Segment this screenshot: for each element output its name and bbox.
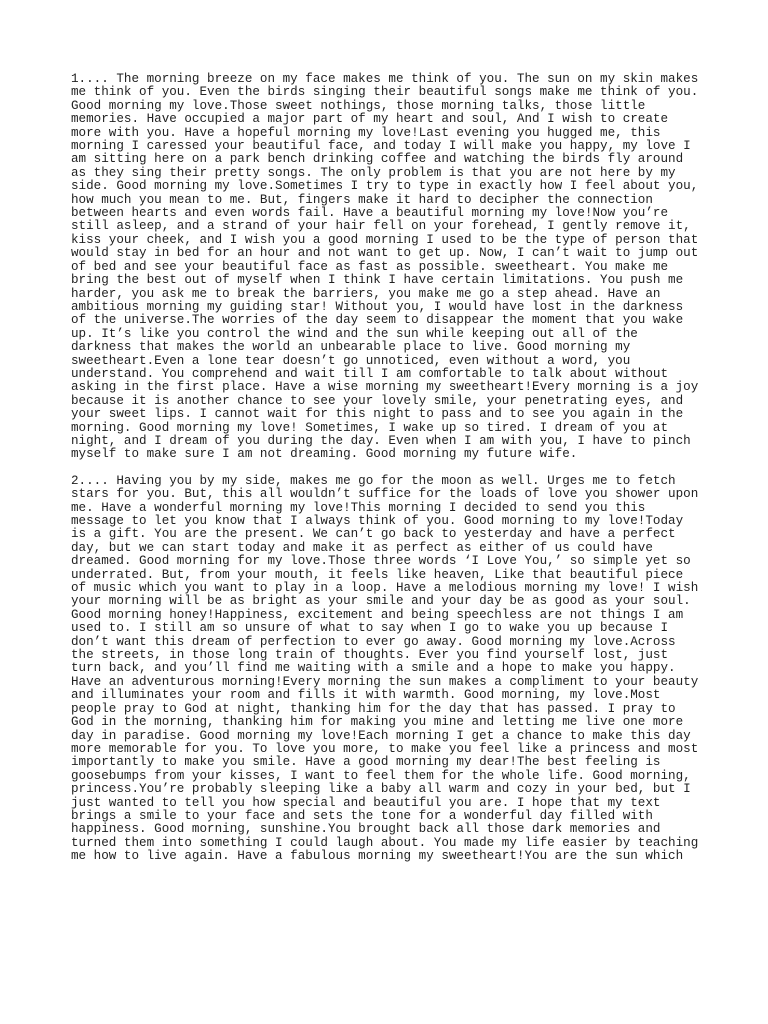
paragraph-2: 2.... Having you by my side, makes me go for the moon as well. Urges me to fetch stars for you. But, this all wouldn’t suffice for the loads of love you shower upon me. Have a wonderful morning my love!This morning I decided to send you this message to let you know that I always think of you. Good morning to my love!Today is a gift. You are the present. We can’t go back to yesterday and have a perfect day, but we can start today and make it as perfect as either of us could have dreamed. Good morning for my love.Those three words ‘I Love You,’ so simple yet so underrated. But, from your mouth, it feels like heaven, Like that beautiful piece of music which you want to play in a loop. Have a melodious morning my love! I wish your morning will be as bright as your smile and your day be as good as your soul. Good morning honey!Happiness, excitement and being speechless are not things I am used to. I still am so unsure of what to say when I go to wake you up because I don’t want this dream of perfection to ever go away. Good morning my love.Across the streets, in those long train of thoughts. Ever you find yourself lost, just turn back, and you’ll find me waiting with a smile and a hope to make you happy. Have an adventurous morning!Every morning the sun makes a compliment to your beauty and illuminates your room and fills it with warmth. Good morning, my love.Most people pray to God at night, thanking him for the day that has passed. I pray to God in the morning, thanking him for making you mine and letting me live one more day in paradise. Good morning my love!Each morning I get a chance to make this day more memorable for you. To love you more, to make you feel like a princess and most importantly to make you smile. Have a good morning my dear!The best feeling is goosebumps from your kisses, I want to feel them for the whole life. Good morning, princess.You’re probably sleeping like a baby all warm and cozy in your bed, but I just wanted to tell you how special and beautiful you are. I hope that my text brings a smile to your face and sets the tone for a wonderful day filled with happiness. Good morning, sunshine.You brought back all those dark memories and turned them into something I could laugh about. You made my life easier by teaching me how to live again. Have a fabulous morning my sweetheart!You are the sun which (71, 473, 699, 864)
document-body (71, 73, 701, 877)
paragraph-1: 1.... The morning breeze on my face makes me think of you. The sun on my skin makes me think of you. Even the birds singing their beautiful songs make me think of you. Good morning my love.Those sweet nothings, those morning talks, those little memories. Have occupied a major part of my heart and soul, And I wish to create more with you. Have a hopeful morning my love!Last evening you hugged me, this morning I caressed your beautiful face, and today I will make you happy, my love I am sitting here on a park bench drinking coffee and watching the birds fly around as they sing their pretty songs. The only problem is that you are not here by my side. Good morning my love.Sometimes I try to type in exactly how I feel about you, how much you mean to me. But, fingers make it hard to decipher the connection between hearts and even words fail. Have a beautiful morning my love!Now you’re still asleep, and a strand of your hair fell on your forehead, I gently remove it, kiss your cheek, and I wish you a good morning I used to be the type of person that would stay in bed for an hour and not want to get up. Now, I can’t wait to jump out of bed and see your beautiful face as fast as possible. sweetheart. You make me bring the best out of myself when I think I have certain limitations. You push me harder, you ask me to break the barriers, you make me go a step ahead. Have an ambitious morning my guiding star! Without you, I would have lost in the darkness of the universe.The worries of the day seem to disappear the moment that you wake up. It’s like you control the wind and the sun while keeping out all of the darkness that makes the world an unbearable place to live. Good morning my sweetheart.Even a lone tear doesn’t go unnoticed, even without a word, you understand. You comprehend and wait till I am comfortable to talk about without asking in the first place. Have a wise morning my sweetheart!Every morning is a joy because it is another chance to see your lovely smile, your penetrating eyes, and your sweet lips. I cannot wait for this night to pass and to see you again in the morning. Good morning my love! Sometimes, I wake up so tired. I dream of you at night, and I dream of you during the day. Even when I am with you, I have to pinch myself to make sure I am not dreaming. Good morning my future wife. (71, 72, 699, 462)
